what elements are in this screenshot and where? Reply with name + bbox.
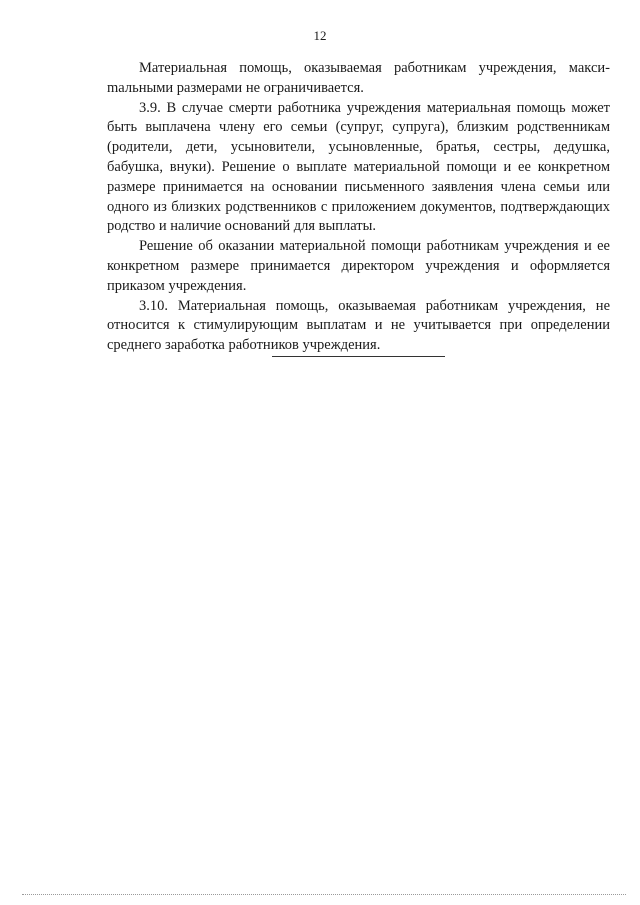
document-body bbox=[107, 59, 610, 356]
page-number: 12 bbox=[313, 28, 327, 43]
paragraph-3-10: 3.10. Материальная помощь, оказываемая работникам учреждения, не относится к стимулирующим выплатам и не учитывается при определении среднего заработка работников учреждения. bbox=[107, 297, 610, 354]
paragraph-3-9: 3.9. В случае смерти работника учреждения материальная помощь может быть выплачена члену его семьи (супруг, супруга), близким родственникам (родители, дети, усыновители, усыновленные, братья, сестры, дедушка, бабушка, внуки). Решение о выплате материальной помощи и ее конкретном размере принимается на основании письменного заявления члена семьи или одного из близких родственников с приложением документов, подтверждающих родство и наличие оснований для выплаты. bbox=[107, 99, 610, 235]
paragraph-decision: Решение об оказании материальной помощи работникам учреждения и ее конкретном размере принимается директором учреждения и оформляется приказом учреждения. bbox=[107, 238, 610, 294]
paragraph-material-aid-limit: Материальная помощь, оказываемая работникам учреждения, максиmальными размерами не ограничивается. bbox=[107, 60, 610, 96]
scan-bottom-edge bbox=[22, 894, 626, 895]
end-of-text-rule bbox=[272, 356, 445, 357]
